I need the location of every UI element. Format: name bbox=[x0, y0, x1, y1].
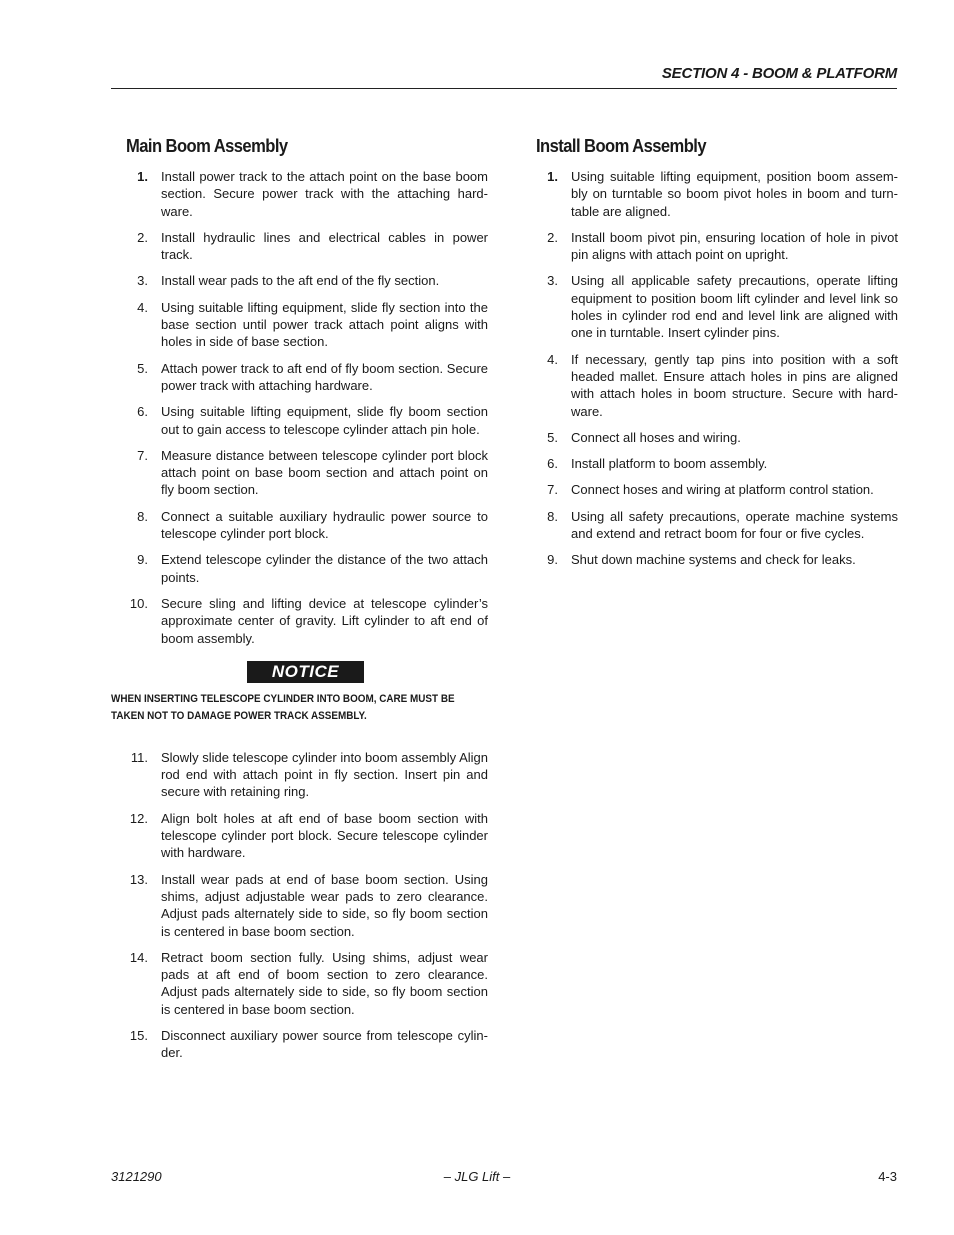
step-text: Extend telescope cylinder the distance of the two attach points. bbox=[161, 552, 488, 585]
step-number: 1. bbox=[137, 169, 148, 184]
list-item bbox=[536, 455, 898, 472]
main-boom-steps-b bbox=[126, 749, 488, 1062]
step-text: Using all safety precautions, operate machine systems and extend and retract boom for four or five cycles. bbox=[571, 508, 898, 542]
step-text: Align bolt holes at aft end of base boom section with telescope cylinder port block. Secure telescope cylinder with hardware. bbox=[161, 810, 488, 861]
step-text: If necessary, gently tap pins into position with a soft headed mallet. Ensure attach holes in pins are aligned with attach holes in boom structure. Secure with hard- ware. bbox=[571, 351, 898, 419]
list-item bbox=[126, 229, 488, 264]
step-number: 9. bbox=[547, 552, 558, 568]
header-rule bbox=[111, 88, 897, 89]
step-number: 11. bbox=[130, 749, 148, 765]
list-item bbox=[536, 272, 898, 341]
list-item bbox=[536, 481, 898, 498]
step-number: 10. bbox=[129, 595, 148, 611]
list-item bbox=[126, 168, 488, 220]
step-number: 5. bbox=[137, 360, 148, 376]
list-item bbox=[126, 272, 488, 289]
list-item bbox=[126, 949, 488, 1018]
list-item bbox=[126, 360, 488, 395]
footer-page-number: 4-3 bbox=[878, 1169, 897, 1184]
list-item bbox=[536, 229, 898, 264]
notice-badge: NOTICE bbox=[247, 661, 364, 683]
list-item bbox=[126, 299, 488, 351]
step-text: Install boom pivot pin, ensuring location of hole in pivot pin aligns with attach point on upright. bbox=[571, 229, 898, 263]
list-item bbox=[126, 447, 488, 499]
step-text: Install wear pads to the aft end of the fly section. bbox=[161, 273, 440, 289]
step-text: Secure sling and lifting device at telescope cylinder’s approximate center of gravity. Lift cylinder to aft end of boom assembly. bbox=[161, 595, 488, 646]
footer-center-text: – JLG Lift – bbox=[443, 1169, 511, 1184]
step-number: 8. bbox=[137, 508, 148, 524]
step-text: Measure distance between telescope cylinder port block attach point on base boom section and attach point on fly boom section. bbox=[161, 447, 488, 498]
install-boom-assembly-heading: Install Boom Assembly bbox=[536, 136, 707, 156]
step-number: 2. bbox=[137, 229, 148, 245]
list-item bbox=[126, 508, 488, 543]
step-text: Attach power track to aft end of fly boom section. Secure power track with attaching hardware. bbox=[161, 360, 488, 393]
step-text: Install power track to the attach point on the base boom section. Secure power track with the attaching hard- ware. bbox=[161, 169, 488, 219]
footer-doc-number: 3121290 bbox=[111, 1169, 162, 1184]
install-boom-steps bbox=[536, 168, 898, 569]
list-item bbox=[126, 551, 488, 586]
step-number: 15. bbox=[129, 1027, 148, 1043]
step-text: Install hydraulic lines and electrical cables in power track. bbox=[161, 229, 488, 263]
step-number: 1. bbox=[547, 169, 558, 184]
right-column bbox=[536, 134, 898, 578]
step-number: 7. bbox=[137, 447, 148, 463]
step-text: Retract boom section fully. Using shims, adjust wear pads at aft end of boom section to zero clearance. Adjust pads alternately side to side, so fly boom section is centered in base boom section. bbox=[161, 949, 488, 1017]
step-number: 4. bbox=[547, 351, 558, 367]
step-number: 4. bbox=[137, 299, 148, 315]
list-item bbox=[536, 508, 898, 543]
list-item bbox=[126, 403, 488, 438]
step-text: Connect all hoses and wiring. bbox=[571, 429, 741, 445]
step-text: Install wear pads at end of base boom section. Using shims, adjust adjustable wear pads to zero clearance. Adjust pads alternately side to side, so fly boom section is centered in base boom section. bbox=[161, 871, 488, 939]
notice-block bbox=[126, 661, 488, 685]
step-number: 8. bbox=[547, 508, 558, 524]
step-number: 6. bbox=[137, 404, 148, 420]
step-text: Disconnect auxiliary power source from telescope cylin- der. bbox=[161, 1027, 488, 1061]
list-item bbox=[126, 871, 488, 940]
step-number: 5. bbox=[547, 429, 558, 445]
list-item bbox=[126, 749, 488, 801]
step-text: Connect hoses and wiring at platform control station. bbox=[571, 482, 874, 498]
step-number: 14. bbox=[129, 949, 148, 965]
list-item bbox=[536, 429, 898, 446]
step-number: 3. bbox=[547, 273, 558, 289]
step-text: Using suitable lifting equipment, slide fly section into the base section until power track attach point aligns with holes in side of base section. bbox=[161, 299, 488, 350]
step-number: 13. bbox=[129, 871, 148, 887]
list-item bbox=[536, 168, 898, 220]
main-boom-assembly-heading: Main Boom Assembly bbox=[126, 136, 288, 156]
step-number: 6. bbox=[547, 456, 558, 472]
step-number: 7. bbox=[547, 482, 558, 498]
step-text: Connect a suitable auxiliary hydraulic power source to telescope cylinder port block. bbox=[161, 508, 488, 542]
list-item bbox=[126, 810, 488, 862]
step-text: Using all applicable safety precautions, operate lifting equipment to position boom lift cylinder and level link so holes in cylinder rod end and level link are aligned with one in turntable. Insert cylinder pins. bbox=[571, 273, 898, 341]
step-text: Slowly slide telescope cylinder into boom assembly Align rod end with attach point in fly section. Insert pin and secure with retaining ring. bbox=[161, 749, 488, 800]
header-title: SECTION 4 - BOOM & PLATFORM bbox=[661, 65, 897, 82]
step-number: 12. bbox=[129, 810, 148, 826]
left-column bbox=[111, 134, 488, 1071]
notice-text: WHEN INSERTING TELESCOPE CYLINDER INTO BOOM, CARE MUST BE TAKEN NOT TO DAMAGE POWER TRACK ASSEMBLY. bbox=[111, 692, 455, 722]
list-item bbox=[536, 551, 898, 568]
step-text: Shut down machine systems and check for leaks. bbox=[571, 552, 856, 568]
list-item bbox=[536, 351, 898, 420]
list-item bbox=[126, 1027, 488, 1062]
step-text: Install platform to boom assembly. bbox=[571, 456, 768, 472]
step-number: 2. bbox=[547, 229, 558, 245]
main-boom-steps-a bbox=[126, 168, 488, 647]
step-number: 9. bbox=[137, 552, 148, 568]
step-text: Using suitable lifting equipment, slide fly boom section out to gain access to telescope cylinder attach pin hole. bbox=[161, 404, 488, 437]
step-number: 3. bbox=[137, 273, 148, 289]
list-item bbox=[126, 595, 488, 647]
step-text: Using suitable lifting equipment, position boom assem- bly on turntable so boom pivot holes in boom and turn- table are aligned. bbox=[571, 169, 898, 219]
